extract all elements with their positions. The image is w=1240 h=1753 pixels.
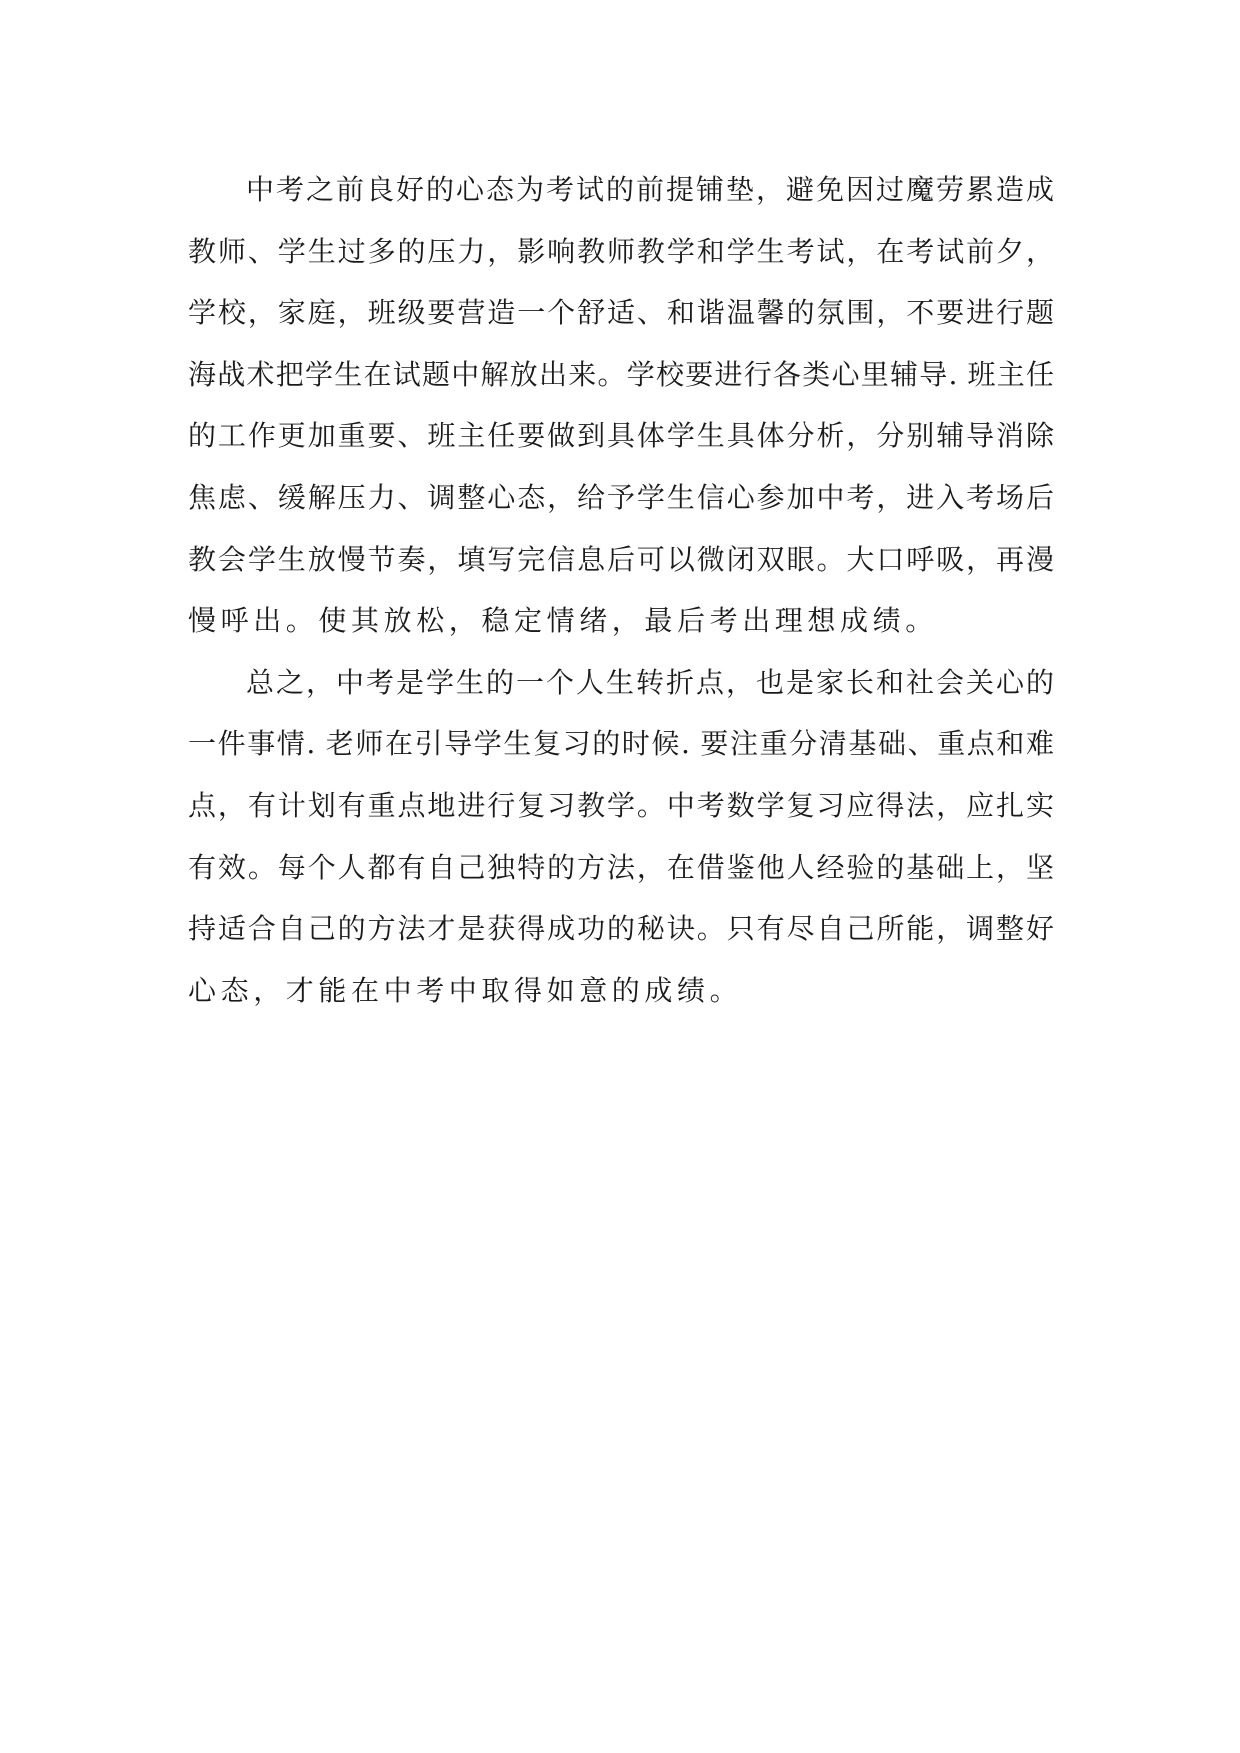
paragraph-conclusion: [188, 652, 1054, 1022]
text-line: 教会学生放慢节奏，填写完信息后可以微闭双眼。大口呼吸，再漫: [188, 542, 1054, 576]
text-line: 一件事情. 老师在引导学生复习的时候. 要注重分清基础、重点和难: [188, 727, 1054, 761]
text-line: 的工作更加重要、班主任要做到具体学生具体分析，分别辅导消除: [188, 419, 1054, 453]
text-line: 有效。每个人都有自己独特的方法，在借鉴他人经验的基础上，坚: [188, 850, 1054, 884]
text-line: 点，有计划有重点地进行复习教学。中考数学复习应得法，应扎实: [188, 788, 1054, 822]
text-line: 慢呼出。使其放松，稳定情绪，最后考出理想成绩。: [188, 604, 938, 638]
text-line: 教师、学生过多的压力，影响教师教学和学生考试，在考试前夕，: [188, 234, 1054, 268]
text-line: 心态，才能在中考中取得如意的成绩。: [188, 973, 743, 1007]
text-line: 焦虑、缓解压力、调整心态，给予学生信心参加中考，进入考场后: [188, 480, 1054, 514]
text-line: 中考之前良好的心态为考试的前提铺垫，避免因过魔劳累造成: [246, 173, 1054, 206]
text-line: 海战术把学生在试题中解放出来。学校要进行各类心里辅导. 班主任: [188, 357, 1054, 391]
text-line: 学校，家庭，班级要营造一个舒适、和谐温馨的氛围，不要进行题: [188, 296, 1054, 330]
paragraph-exam-mindset: [188, 159, 1054, 652]
text-line: 总之，中考是学生的一个人生转折点，也是家长和社会关心的: [246, 665, 1054, 699]
document-body: [188, 159, 1054, 1021]
text-line: 持适合自己的方法才是获得成功的秘诀。只有尽自己所能，调整好: [188, 912, 1054, 946]
